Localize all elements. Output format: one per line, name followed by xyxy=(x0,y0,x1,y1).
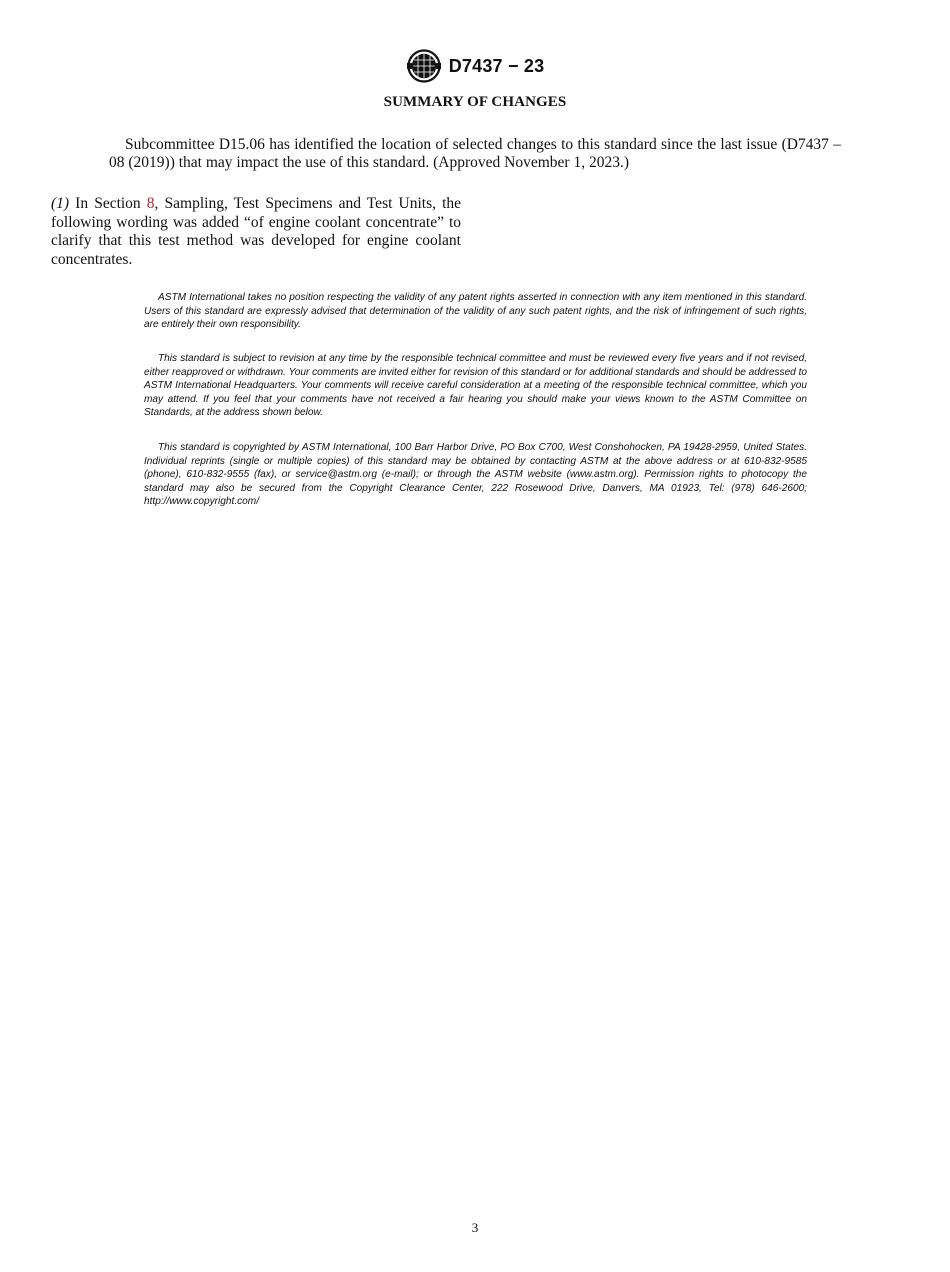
change-item-1 xyxy=(51,195,461,269)
standard-designation: D7437 − 23 xyxy=(448,55,545,76)
revision-notice: This standard is subject to revision at any time by the responsible technical committee and must be reviewed every five years and if not revised, either reapproved or withdrawn. Your comments are invited either for revision of this standard or for additional standards and should be addressed to ASTM International Headquarters. Your comments will receive careful consideration at a meeting of the responsible technical committee, which you may attend. If you feel that your comments have not received a fair hearing you should make your views known to the ASTM Committee on Standards, at the address shown below. xyxy=(144,353,808,419)
page-header xyxy=(0,49,950,83)
change-item-text-after: , Sampling, Test Specimens and Test Units, the following wording was added “of engine coolant concentrate” to clarify that this test method was developed for engine coolant concentrates. xyxy=(51,195,462,268)
astm-logo-icon xyxy=(406,49,442,83)
copyright-notice: This standard is copyrighted by ASTM International, 100 Barr Harbor Drive, PO Box C700, West Conshohocken, PA 19428-2959, United States. Individual reprints (single or multiple copies) of this standard may be obtained by contacting ASTM at the above address or at 610-832-9585 (phone), 610-832-9555 (fax), or service@astm.org (e-mail); or through the ASTM website (www.astm.org). Permission rights to photocopy the standard may also be secured from the Copyright Clearance Center, 222 Rosewood Drive, Danvers, MA 01923, Tel: (978) 646-2600; http://www.copyright.com/ xyxy=(144,442,807,508)
change-item-number: (1) xyxy=(51,195,70,212)
section-8-link[interactable]: 8 xyxy=(146,195,155,212)
change-item-text-before: In Section xyxy=(69,195,147,212)
summary-of-changes-heading: SUMMARY OF CHANGES xyxy=(383,94,567,110)
summary-intro-paragraph: Subcommittee D15.06 has identified the location of selected changes to this standard since the last issue (D7437 – 08 (2019)) that may impact the use of this standard. (Approved November 1, 2023.) xyxy=(109,136,841,171)
patent-rights-notice: ASTM International takes no position respecting the validity of any patent rights asserted in connection with any item mentioned in this standard. Users of this standard are expressly advised that determination of the validity of any such patent rights, and the risk of infringement of such rights, are entirely their own responsibility. xyxy=(144,292,807,331)
page-number: 3 xyxy=(471,1220,479,1235)
